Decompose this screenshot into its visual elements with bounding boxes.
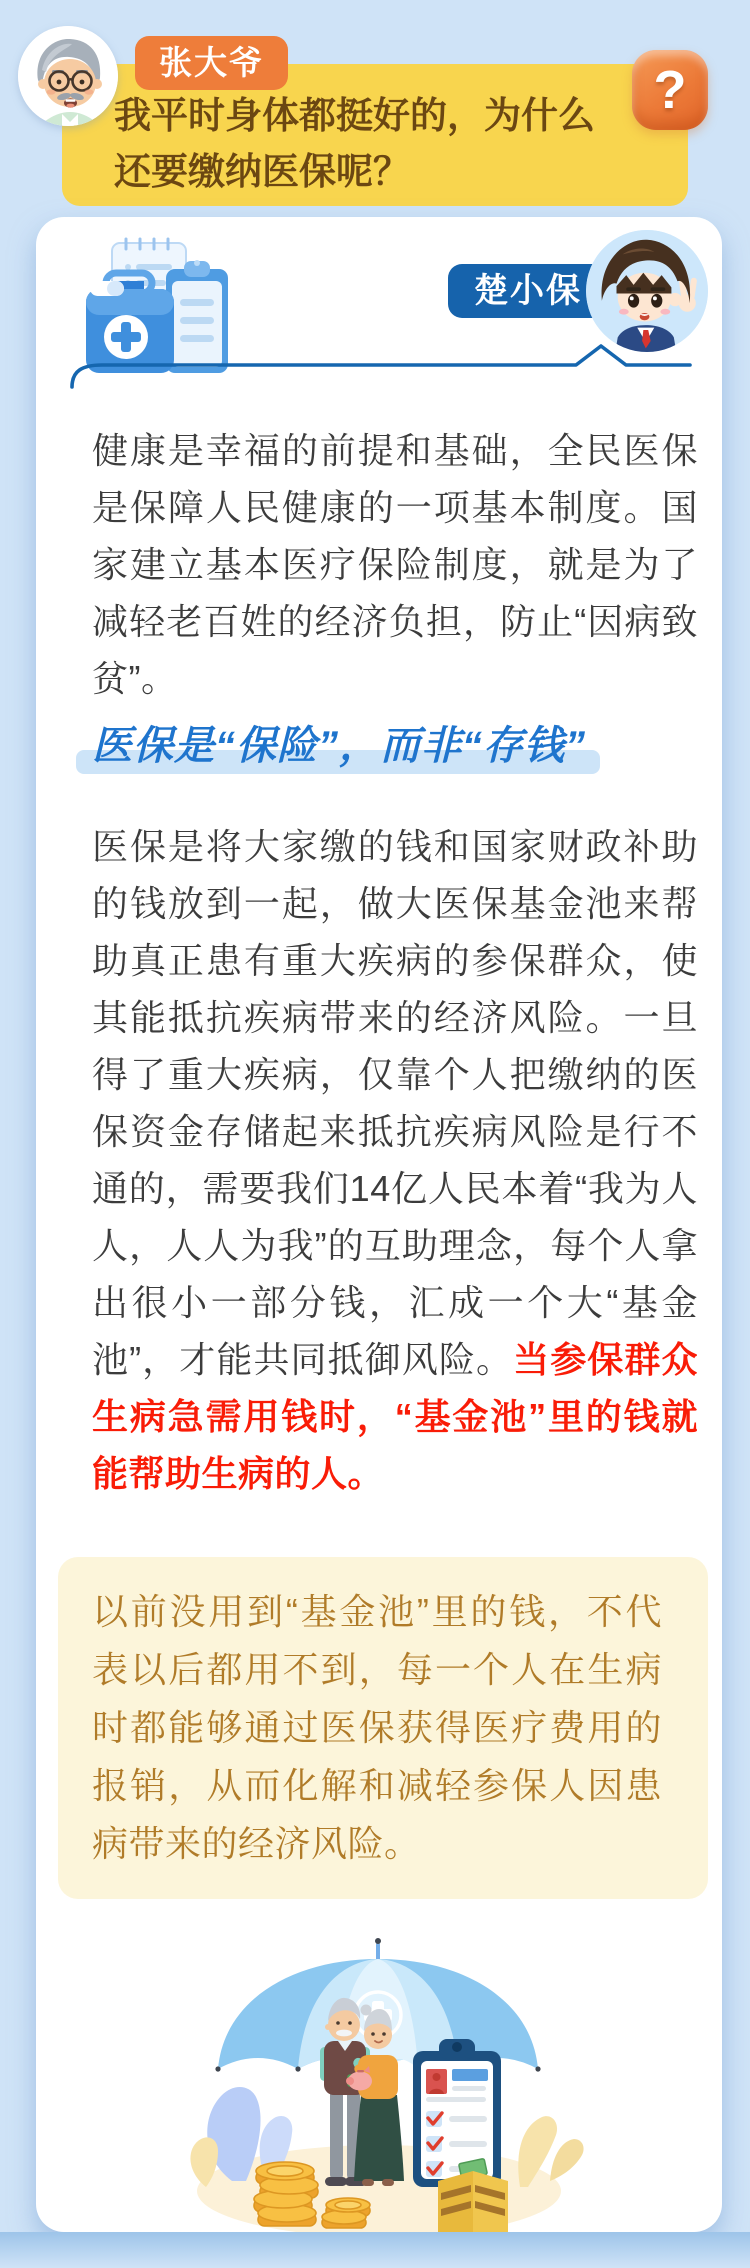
intro-paragraph: 健康是幸福的前提和基础，全民医保是保障人民健康的一项基本制度。国家建立基本医疗保险制度，就是为了减轻老百姓的经济负担，防止“因病致贫”。 (92, 430, 698, 699)
answer-card (36, 217, 722, 2232)
question-text (114, 88, 668, 200)
tip-box (58, 1557, 708, 1899)
agent-avatar-icon (586, 230, 708, 352)
tip-text: 以前没用到“基金池”里的钱，不代表以后都用不到，每一个人在生病时都能够通过医保获得医疗费用的报销，从而化解和减轻参保人因患病带来的经济风险。 (92, 1591, 662, 1864)
question-mark-icon: ? (632, 50, 708, 130)
elderly-man-avatar (18, 26, 118, 126)
body-text: 医保是将大家缴的钱和国家财政补助的钱放到一起，做大医保基金池来帮助真正患有重大疾病的参保群众，使其能抵抗疾病带来的经济风险。一旦得了重大疾病，仅靠个人把缴纳的医保资金存储起来抵抗疾病风险是行不通的，需要我们14亿人民本着“我为人人，人人为我”的互助理念，每个人拿出很小一部分钱，汇成一个大“基金池”，才能共同抵御风险。 (92, 826, 698, 1380)
insurance-umbrella-illustration (154, 1929, 604, 2232)
red-emphasis-text: 当参保群众生病急需用钱时，“基金池”里的钱就能帮助生病的人。 (92, 1339, 698, 1494)
responder-name-tag: 楚小保 (448, 264, 608, 318)
elderly-man-avatar-icon (18, 26, 118, 126)
agent-avatar (586, 230, 708, 352)
section-heading (92, 722, 586, 770)
question-line-1: 我平时身体都挺好的，为什么 (114, 95, 595, 136)
question-line-2: 还要缴纳医保呢？ (114, 151, 410, 192)
body-paragraph (92, 818, 698, 1502)
section-heading-text: 医保是“保险”，而非“存钱” (92, 724, 586, 768)
article-content (92, 422, 698, 1899)
speech-divider-line (56, 341, 716, 391)
card-bottom-shadow (0, 2232, 750, 2268)
asker-name-tag: 张大爷 (135, 36, 288, 90)
